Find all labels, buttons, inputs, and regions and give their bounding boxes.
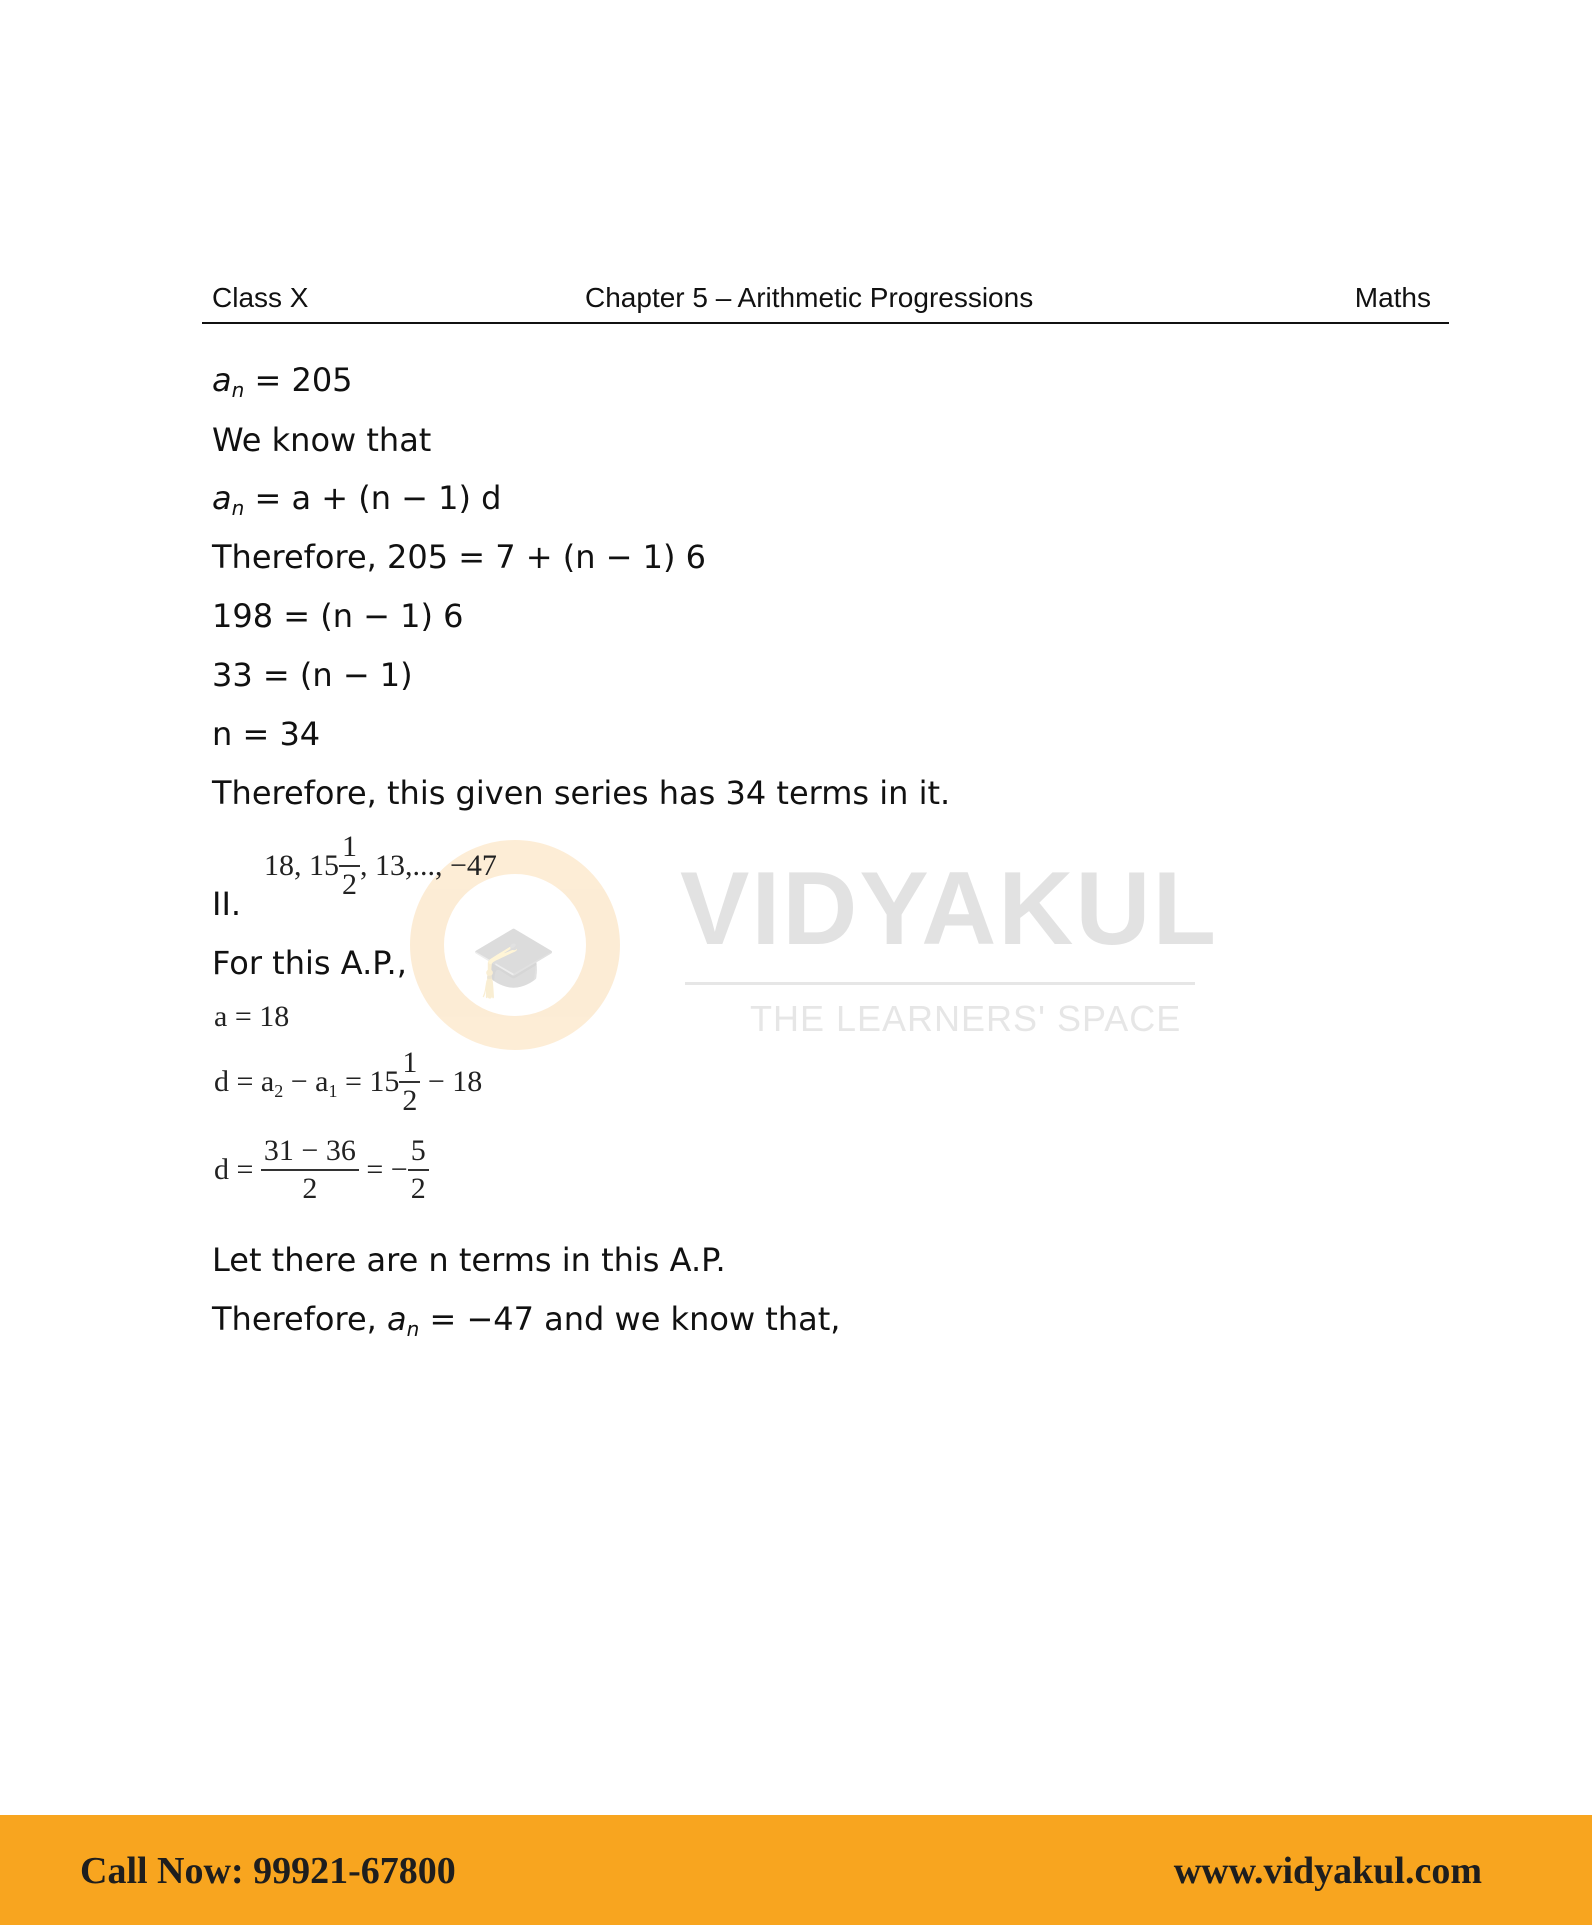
subject-label: Maths — [1354, 282, 1431, 313]
conclusion-34-terms: Therefore, this given series has 34 terms in it. — [212, 774, 951, 812]
series-end: , 13,..., −47 — [360, 848, 497, 882]
watermark-brand: VIDYAKUL — [680, 851, 1219, 967]
fraction-half-2: $\frac{1}{2}$ — [399, 1048, 420, 1116]
eq-d-difference: $d = a_2 - a_1 = 15$ $\frac{1}{2}$ − 18 — [214, 1046, 483, 1117]
eq-n-34: n = 34 — [212, 715, 321, 753]
let-n-terms: Let there are n terms in this A.P. — [212, 1241, 726, 1279]
part-two-label: II. — [212, 885, 242, 923]
website-link[interactable]: www.vidyakul.com — [1173, 1850, 1482, 1892]
call-now-text[interactable]: Call Now: 99921-67800 — [80, 1850, 456, 1892]
eq-substitution: Therefore, 205 = 7 + (n − 1) 6 — [212, 538, 707, 576]
eq-an-205: $a_n = 205$ — [212, 361, 353, 402]
series-given — [264, 830, 497, 902]
text-we-know-that: We know that — [212, 421, 432, 459]
series-start: 18, 15 — [264, 848, 339, 882]
fraction-31-36: $\frac{31 - 36}{2}$ — [261, 1136, 359, 1204]
watermark-tagline: THE LEARNERS' SPACE — [750, 998, 1182, 1039]
chapter-title: Chapter 5 – Arithmetic Progressions — [585, 282, 1034, 313]
footer-bar — [0, 1815, 1592, 1925]
page-header — [202, 272, 1449, 324]
vidyakul-watermark — [400, 830, 1220, 1060]
eq-step-198: 198 = (n − 1) 6 — [212, 597, 464, 635]
a-symbol: a — [212, 361, 232, 399]
eq-an-value: = 205 — [254, 361, 353, 399]
eq-general-term: $a_n = a + (n - 1)$ d — [212, 479, 502, 520]
fraction-half: $\frac{1}{2}$ — [339, 832, 360, 900]
for-this-ap: For this A.P., — [212, 944, 407, 982]
class-label: Class X — [212, 282, 309, 313]
graduation-cap-icon: 🎓 — [470, 920, 558, 1002]
eq-step-33: 33 = (n − 1) — [212, 656, 413, 694]
eq-a-18: a = 18 — [214, 1000, 290, 1033]
watermark-divider — [685, 982, 1195, 985]
eq-general-term-rhs: = a + (n − 1) d — [254, 479, 502, 517]
eq-an-minus-47: Therefore, $a_n = -47$ and we know that, — [212, 1300, 841, 1341]
eq-d-value: d = $\frac{31 - 36}{2}$ = − $\frac{5}{2}$ — [214, 1138, 429, 1206]
fraction-5-2: $\frac{5}{2}$ — [408, 1136, 429, 1204]
